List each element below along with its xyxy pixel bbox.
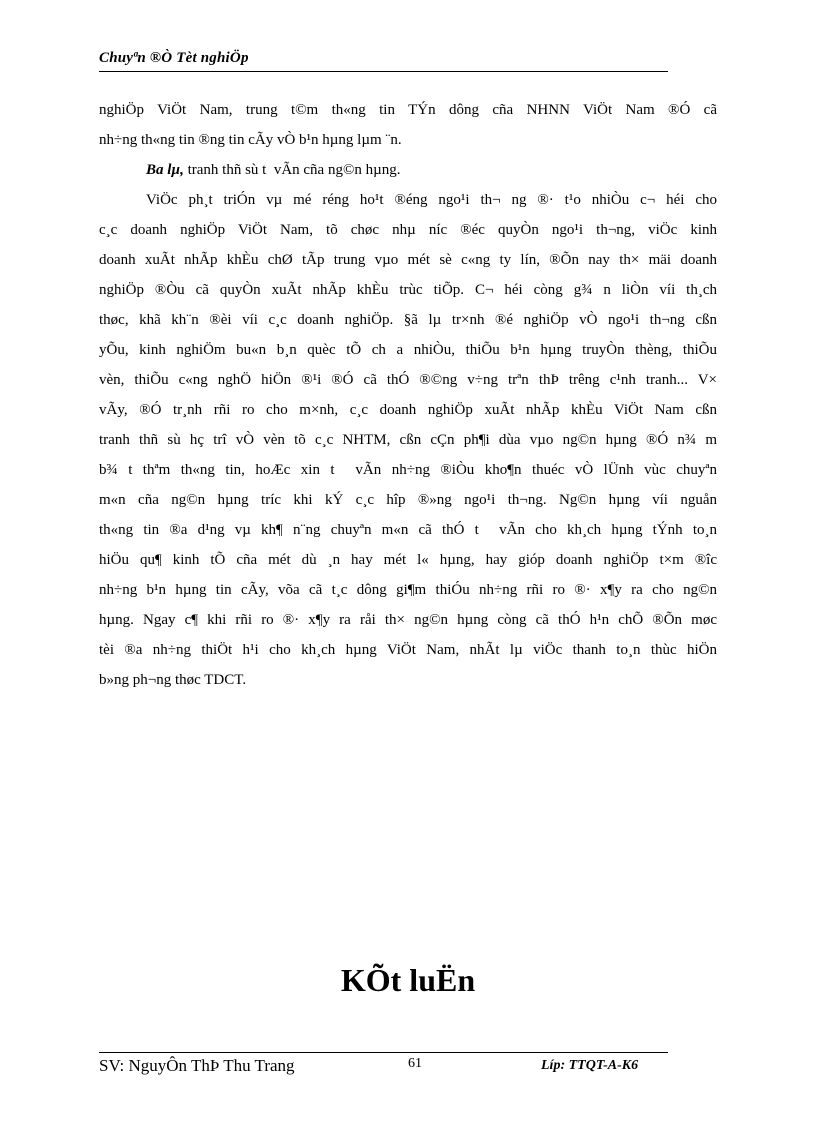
body-line: hµng. Ngay c¶ khi rñi ro ®· x¶y ra råi th× ng©n hµng còng cã thÓ h¹n chÕ ®Õn møc	[99, 612, 717, 628]
body-line: vèn, thiÕu c«ng nghÖ hiÖn ®¹i ®Ó cã thÓ ®©ng v÷ng trªn thÞ trêng c¹nh tranh... V×	[99, 372, 717, 388]
section-heading: KÕt luËn	[340, 962, 476, 998]
body-line: doanh xuÃt nhÃp khÈu chØ tÃp trung vµo mét sè c«ng ty lín, ®Õn nay th× mäi doanh	[99, 252, 717, 268]
header-divider	[99, 71, 668, 72]
body-line: b»ng ph¬ng thøc TDCT.	[99, 672, 247, 688]
body-line: nghiÖp ®Òu cã quyÒn xuÃt nhÃp khÈu trùc tiÕp. C¬ héi còng g¾ n liÒn víi th¸ch	[99, 282, 717, 298]
body-line: tèi ®a nh÷ng thiÖt h¹i cho kh¸ch hµng ViÖt Nam, nhÃt lµ viÖc thanh to¸n thùc hiÖn	[99, 642, 717, 658]
paragraph-heading-line	[99, 155, 717, 185]
body-line: c¸c doanh nghiÖp ViÖt Nam, tõ chøc nhµ níc ®éc quyÒn ngo¹i th¬ng, viÖc kinh	[99, 222, 717, 238]
body-line: nh÷ng th«ng tin ®ng tin cÃy vÒ b¹n hµng lµm ¨n.	[99, 132, 402, 148]
body-line: yÕu, kinh nghiÖm bu«n b¸n quèc tÕ ch a nhiÒu, thiÕu b¹n hµng truyÒn thèng, thiÕu	[99, 342, 717, 358]
body-text	[99, 95, 717, 695]
paragraph-heading-text: tranh thñ sù t vÃn cña ng©n hµng.	[183, 162, 401, 178]
body-line: vÃy, ®Ó tr¸nh rñi ro cho m×nh, c¸c doanh nghiÖp xuÃt nhÃp khÈu ViÖt Nam cßn	[99, 402, 717, 418]
footer-divider	[99, 1052, 668, 1053]
body-line: nghiÖp ViÖt Nam, trung t©m th«ng tin TÝn dông cña NHNN ViÖt Nam ®Ó cã	[99, 102, 717, 118]
header-title: Chuyªn ®Ò Tèt nghiÖp	[99, 50, 249, 66]
footer-class: Líp: TTQT-A-K6	[541, 1058, 639, 1073]
body-line: ViÖc ph¸t triÓn vµ mé réng ho¹t ®éng ngo¹i th¬ ng ®· t¹o nhiÒu c¬ héi cho	[146, 192, 717, 208]
body-line: th«ng tin ®a d¹ng vµ kh¶ n¨ng chuyªn m«n cã thÓ t vÃn cho kh¸ch hµng tÝnh to¸n	[99, 522, 717, 538]
page-number: 61	[408, 1056, 422, 1071]
body-line: hiÖu qu¶ kinh tÕ cña mét dù ¸n hay mét l« hµng, hay gióp doanh nghiÖp t×m ®îc	[99, 552, 717, 568]
body-line: nh÷ng b¹n hµng tin cÃy, võa cã t¸c dông gi¶m thiÓu nh÷ng rñi ro ®· x¶y ra cho ng©n	[99, 582, 717, 598]
body-line: b¾ t thªm th«ng tin, hoÆc xin t vÃn nh÷ng ®iÒu kho¶n thuéc vÒ lÜnh vùc chuyªn	[99, 462, 717, 478]
footer-author: SV: NguyÔn ThÞ Thu Trang	[99, 1056, 295, 1075]
body-line: thøc, khã kh¨n ®èi víi c¸c doanh nghiÖp. §ã lµ tr×nh ®é nghiÖp vÒ ngo¹i th¬ng cßn	[99, 312, 717, 328]
body-line: m«n cña ng©n hµng tríc khi kÝ c¸c hîp ®»ng ngo¹i th¬ng. Ng©n hµng víi nguån	[99, 492, 717, 508]
paragraph-heading: Ba lµ,	[146, 162, 184, 178]
body-line: tranh thñ sù hç trî vÒ vèn tõ c¸c NHTM, cßn cÇn ph¶i dùa vµo ng©n hµng ®Ó n¾ m	[99, 432, 717, 448]
